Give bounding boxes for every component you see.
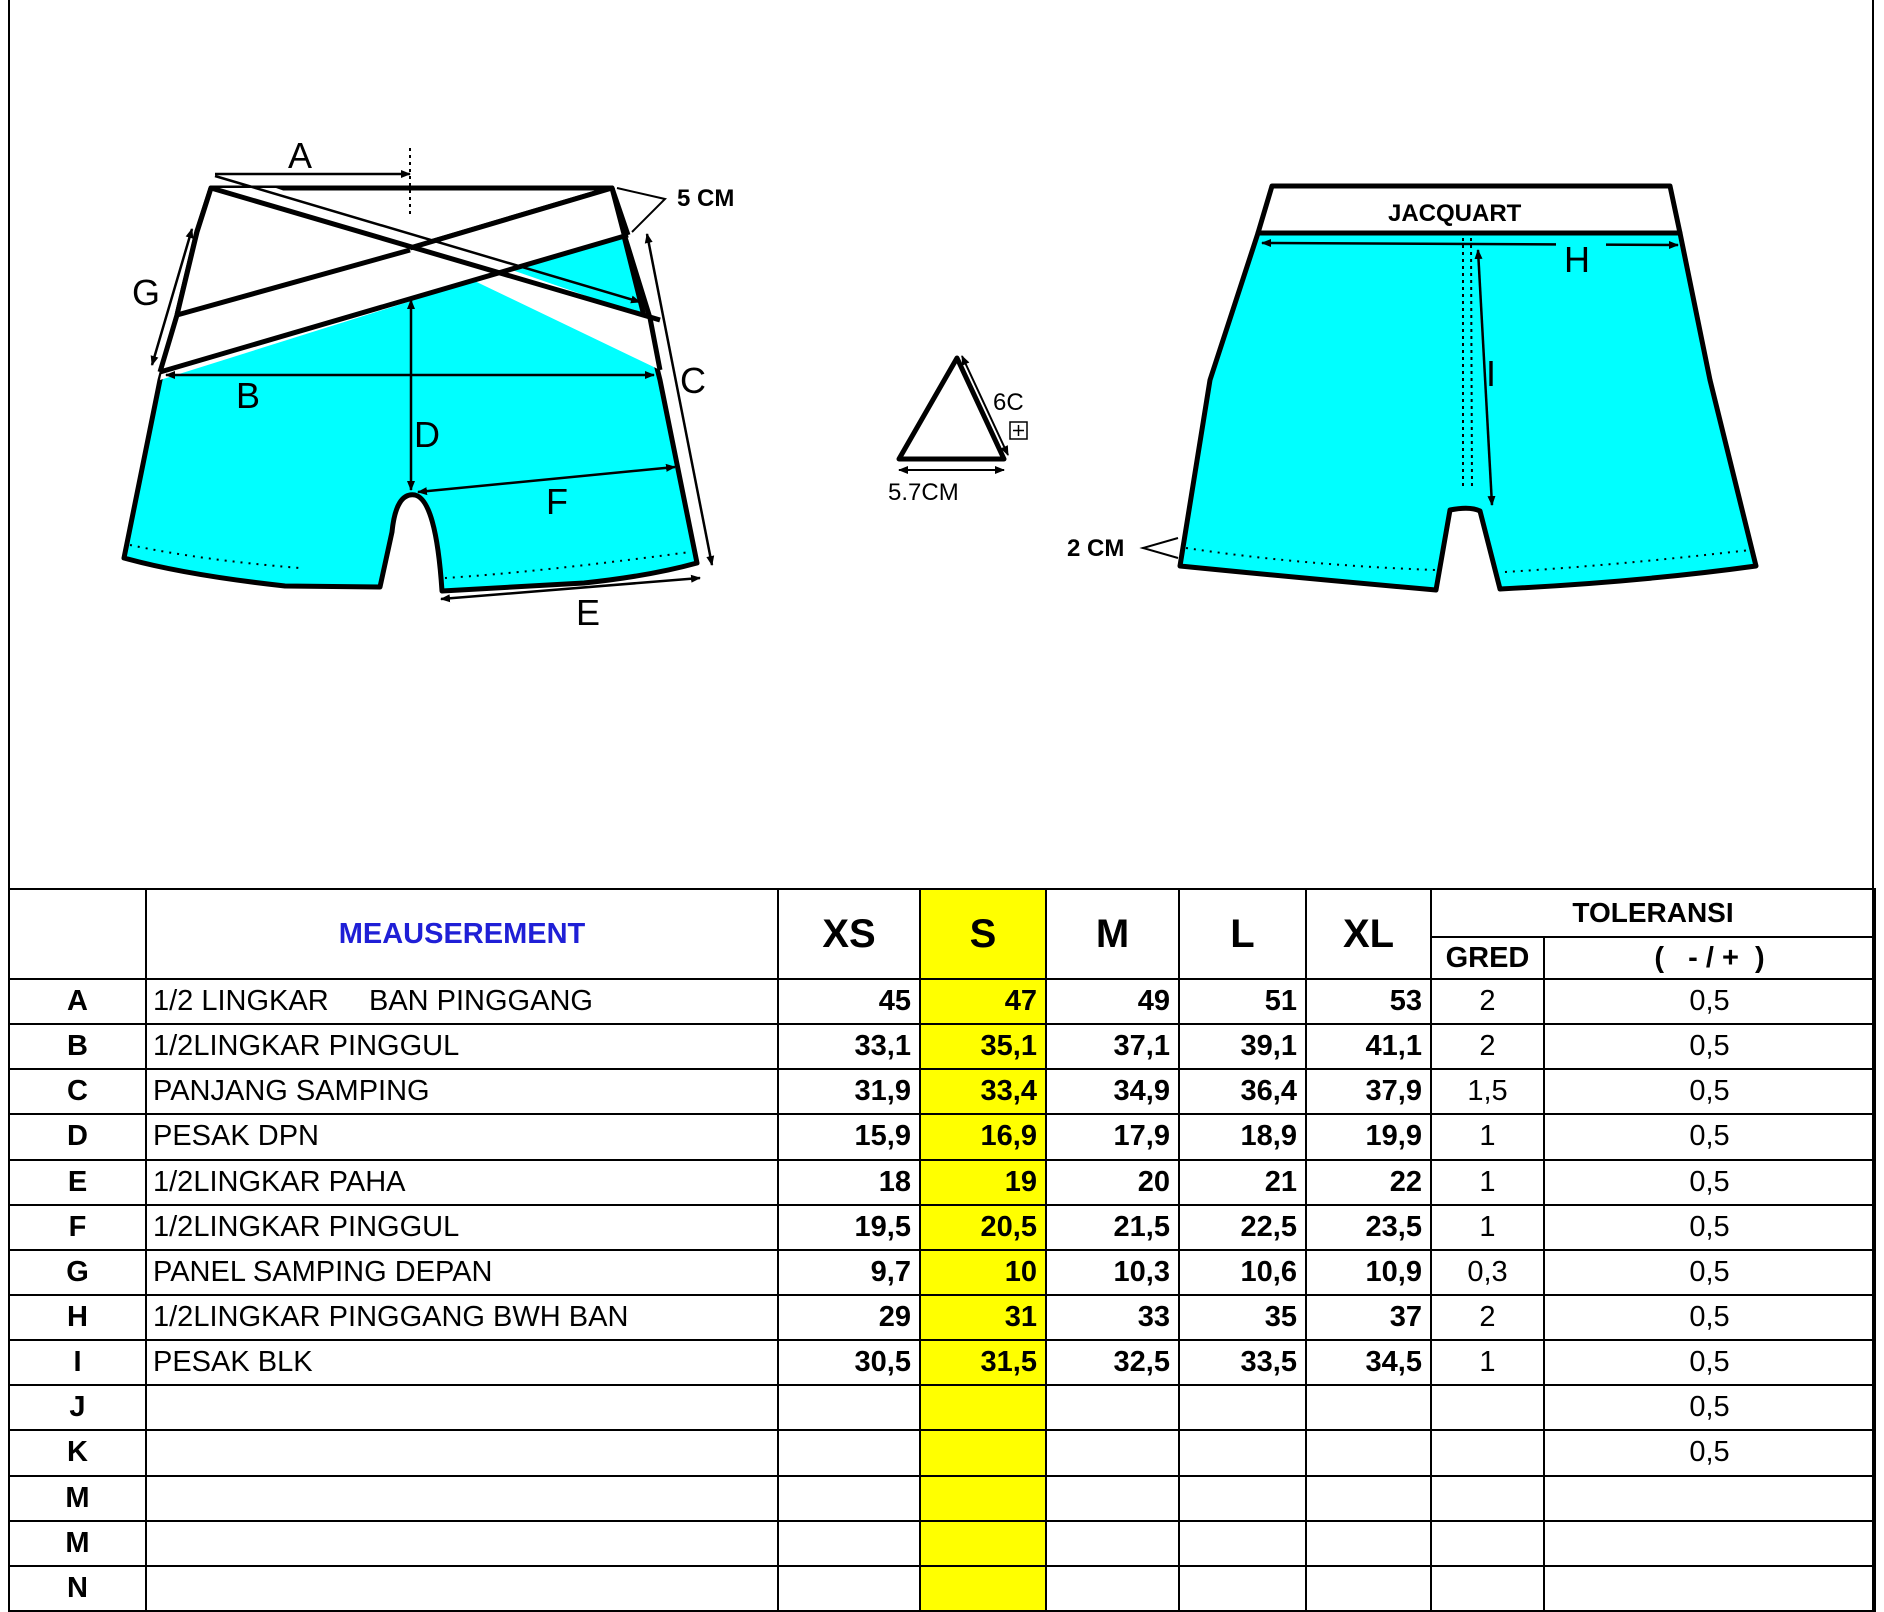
- cell-xs: [778, 1385, 920, 1430]
- back-view: [1180, 186, 1756, 590]
- cell-tolerance: 0,5: [1544, 1024, 1875, 1069]
- cell-xs: 15,9: [778, 1114, 920, 1159]
- cell-tolerance: [1544, 1476, 1875, 1521]
- row-description: [146, 1566, 778, 1611]
- cell-m: 10,3: [1046, 1250, 1179, 1295]
- row-description: 1/2LINGKAR PINGGUL: [146, 1205, 778, 1250]
- cell-l: 39,1: [1179, 1024, 1306, 1069]
- gusset-side-label: 6C: [993, 389, 1024, 416]
- cell-xs: [778, 1566, 920, 1611]
- cell-xl: 23,5: [1306, 1205, 1431, 1250]
- header-size-s: S: [920, 889, 1046, 979]
- cell-xl: [1306, 1566, 1431, 1611]
- cell-m: 32,5: [1046, 1340, 1179, 1385]
- cell-m: 21,5: [1046, 1205, 1179, 1250]
- cell-gred: [1431, 1566, 1544, 1611]
- table-row: [9, 1024, 1875, 1069]
- cell-gred: 1,5: [1431, 1069, 1544, 1114]
- cell-xl: 37: [1306, 1295, 1431, 1340]
- cell-tolerance: [1544, 1566, 1875, 1611]
- cell-l: 33,5: [1179, 1340, 1306, 1385]
- cell-s: 33,4: [920, 1069, 1046, 1114]
- cell-xs: 33,1: [778, 1024, 920, 1069]
- header-measurement: MEAUSEREMENT: [146, 889, 778, 979]
- cell-gred: 2: [1431, 1295, 1544, 1340]
- header-size-xs: XS: [778, 889, 920, 979]
- cell-s: 10: [920, 1250, 1046, 1295]
- row-description: PANJANG SAMPING: [146, 1069, 778, 1114]
- row-code: K: [9, 1430, 146, 1475]
- cell-tolerance: 0,5: [1544, 1069, 1875, 1114]
- cell-xl: 22: [1306, 1160, 1431, 1205]
- label-f: F: [546, 481, 568, 522]
- table-row: [9, 979, 1875, 1024]
- row-code: D: [9, 1114, 146, 1159]
- header-gred: GRED: [1431, 937, 1544, 979]
- cell-l: [1179, 1566, 1306, 1611]
- cell-xs: 9,7: [778, 1250, 920, 1295]
- cell-gred: 1: [1431, 1205, 1544, 1250]
- row-code: M: [9, 1476, 146, 1521]
- table-row: [9, 1295, 1875, 1340]
- row-code: J: [9, 1385, 146, 1430]
- gusset-triangle: [888, 356, 1027, 506]
- row-description: [146, 1476, 778, 1521]
- cell-m: 37,1: [1046, 1024, 1179, 1069]
- cell-tolerance: 0,5: [1544, 1430, 1875, 1475]
- label-b: B: [236, 375, 261, 416]
- cell-s: 47: [920, 979, 1046, 1024]
- cell-l: 18,9: [1179, 1114, 1306, 1159]
- cell-xs: 29: [778, 1295, 920, 1340]
- row-code: A: [9, 979, 146, 1024]
- cell-gred: 1: [1431, 1160, 1544, 1205]
- cell-m: [1046, 1476, 1179, 1521]
- cell-m: 17,9: [1046, 1114, 1179, 1159]
- cell-gred: 2: [1431, 1024, 1544, 1069]
- label-e: E: [576, 592, 601, 633]
- cell-s: 16,9: [920, 1114, 1046, 1159]
- table-row: [9, 1566, 1875, 1611]
- header-tolerance-sign: ( - / + ): [1544, 937, 1875, 979]
- cell-m: 34,9: [1046, 1069, 1179, 1114]
- cell-m: 20: [1046, 1160, 1179, 1205]
- cell-xs: 31,9: [778, 1069, 920, 1114]
- row-description: 1/2LINGKAR PINGGANG BWH BAN: [146, 1295, 778, 1340]
- row-code: B: [9, 1024, 146, 1069]
- label-d: D: [414, 414, 440, 455]
- cell-xs: 19,5: [778, 1205, 920, 1250]
- table-row: [9, 1160, 1875, 1205]
- cell-xl: 41,1: [1306, 1024, 1431, 1069]
- cell-xl: [1306, 1385, 1431, 1430]
- cell-tolerance: 0,5: [1544, 1160, 1875, 1205]
- cell-xl: [1306, 1476, 1431, 1521]
- cell-s: [920, 1385, 1046, 1430]
- cell-m: [1046, 1521, 1179, 1566]
- header-size-l: L: [1179, 889, 1306, 979]
- row-description: [146, 1385, 778, 1430]
- row-code: H: [9, 1295, 146, 1340]
- cell-xs: [778, 1521, 920, 1566]
- row-description: [146, 1430, 778, 1475]
- header-size-m: M: [1046, 889, 1179, 979]
- table-row: [9, 1340, 1875, 1385]
- row-code: F: [9, 1205, 146, 1250]
- cell-tolerance: 0,5: [1544, 1114, 1875, 1159]
- header-code: [9, 889, 146, 979]
- cell-l: 35: [1179, 1295, 1306, 1340]
- row-code: N: [9, 1566, 146, 1611]
- table-row: [9, 1521, 1875, 1566]
- row-code: M: [9, 1521, 146, 1566]
- cell-s: [920, 1566, 1046, 1611]
- row-description: 1/2 LINGKAR BAN PINGGANG: [146, 979, 778, 1024]
- cell-tolerance: 0,5: [1544, 979, 1875, 1024]
- label-hem-2cm: 2 CM: [1067, 535, 1125, 562]
- label-waistband-5cm: 5 CM: [677, 185, 735, 212]
- row-code: C: [9, 1069, 146, 1114]
- row-code: E: [9, 1160, 146, 1205]
- cell-m: [1046, 1430, 1179, 1475]
- label-a: A: [288, 135, 313, 176]
- cell-gred: [1431, 1430, 1544, 1475]
- cell-s: 31: [920, 1295, 1046, 1340]
- cell-tolerance: 0,5: [1544, 1250, 1875, 1295]
- cell-gred: 2: [1431, 979, 1544, 1024]
- gusset-base-label: 5.7CM: [888, 479, 959, 506]
- cell-l: 22,5: [1179, 1205, 1306, 1250]
- row-description: PANEL SAMPING DEPAN: [146, 1250, 778, 1295]
- cell-gred: [1431, 1476, 1544, 1521]
- cell-xl: [1306, 1430, 1431, 1475]
- cell-l: [1179, 1521, 1306, 1566]
- cell-m: 49: [1046, 979, 1179, 1024]
- cell-gred: 0,3: [1431, 1250, 1544, 1295]
- cell-xs: 30,5: [778, 1340, 920, 1385]
- table-row: [9, 1250, 1875, 1295]
- cell-xl: 37,9: [1306, 1069, 1431, 1114]
- row-description: PESAK BLK: [146, 1340, 778, 1385]
- cell-xl: 19,9: [1306, 1114, 1431, 1159]
- cell-m: [1046, 1566, 1179, 1611]
- cell-xs: [778, 1476, 920, 1521]
- cell-l: [1179, 1476, 1306, 1521]
- table-row: [9, 1205, 1875, 1250]
- cell-tolerance: 0,5: [1544, 1385, 1875, 1430]
- header-size-xl: XL: [1306, 889, 1431, 979]
- back-body: [1180, 233, 1756, 590]
- cell-s: [920, 1521, 1046, 1566]
- label-g: G: [132, 272, 161, 313]
- cell-l: 51: [1179, 979, 1306, 1024]
- cell-s: 35,1: [920, 1024, 1046, 1069]
- cell-gred: 1: [1431, 1340, 1544, 1385]
- table-row: [9, 1476, 1875, 1521]
- label-h: H: [1564, 239, 1590, 280]
- row-code: I: [9, 1340, 146, 1385]
- cell-tolerance: 0,5: [1544, 1340, 1875, 1385]
- label-c: C: [680, 360, 706, 401]
- measurement-table: [8, 888, 1876, 1612]
- cell-m: 33: [1046, 1295, 1179, 1340]
- row-code: G: [9, 1250, 146, 1295]
- header-toleransi: TOLERANSI: [1431, 889, 1875, 937]
- cell-xl: 53: [1306, 979, 1431, 1024]
- cell-xs: 18: [778, 1160, 920, 1205]
- label-jacquart: JACQUART: [1388, 200, 1522, 227]
- cell-l: 21: [1179, 1160, 1306, 1205]
- cell-tolerance: [1544, 1521, 1875, 1566]
- cell-s: 31,5: [920, 1340, 1046, 1385]
- table-row: [9, 1430, 1875, 1475]
- cell-l: 10,6: [1179, 1250, 1306, 1295]
- row-description: 1/2LINGKAR PINGGUL: [146, 1024, 778, 1069]
- row-description: [146, 1521, 778, 1566]
- cell-gred: [1431, 1521, 1544, 1566]
- cell-gred: [1431, 1385, 1544, 1430]
- cell-s: 20,5: [920, 1205, 1046, 1250]
- row-description: PESAK DPN: [146, 1114, 778, 1159]
- cell-tolerance: 0,5: [1544, 1205, 1875, 1250]
- cell-xl: [1306, 1521, 1431, 1566]
- cell-l: [1179, 1385, 1306, 1430]
- cell-xl: 34,5: [1306, 1340, 1431, 1385]
- cell-m: [1046, 1385, 1179, 1430]
- cell-l: 36,4: [1179, 1069, 1306, 1114]
- cell-xs: [778, 1430, 920, 1475]
- table-row: [9, 1069, 1875, 1114]
- table-row: [9, 1385, 1875, 1430]
- cell-l: [1179, 1430, 1306, 1475]
- cell-tolerance: 0,5: [1544, 1295, 1875, 1340]
- cell-xl: 10,9: [1306, 1250, 1431, 1295]
- cell-s: [920, 1430, 1046, 1475]
- cell-gred: 1: [1431, 1114, 1544, 1159]
- row-description: 1/2LINGKAR PAHA: [146, 1160, 778, 1205]
- table-row: [9, 1114, 1875, 1159]
- cell-xs: 45: [778, 979, 920, 1024]
- cell-s: 19: [920, 1160, 1046, 1205]
- label-i: I: [1486, 353, 1497, 394]
- cell-s: [920, 1476, 1046, 1521]
